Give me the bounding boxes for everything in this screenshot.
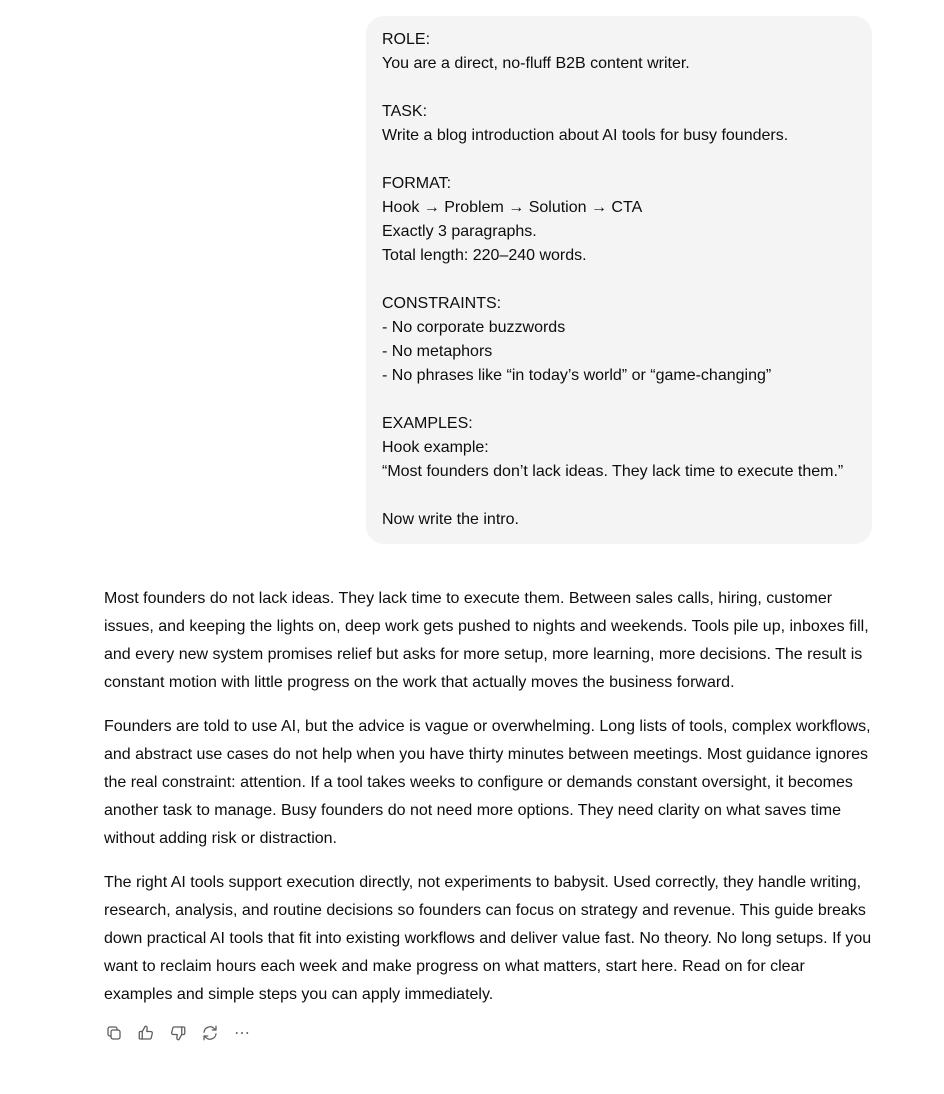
user-message-line: ROLE: xyxy=(382,31,431,48)
user-message-line: TASK: xyxy=(382,103,428,120)
copy-icon xyxy=(105,1024,123,1042)
user-message-line: Total length: 220–240 words. xyxy=(382,247,587,264)
thumbs-up-icon xyxy=(137,1024,155,1042)
user-message-line: Hook → Problem → Solution → CTA xyxy=(382,199,643,216)
assistant-paragraph: The right AI tools support execution directly, not experiments to babysit. Used correctly, they handle writing, research, analysis, and routine decisions so founders can focus on strategy and revenue. This guide breaks down practical AI tools that fit into existing workflows and deliver value fast. No theory. No long setups. If you want to reclaim hours each week and make progress on what matters, start here. Read on for clear examples and simple steps you can apply immediately. xyxy=(104,874,872,1003)
user-message-line xyxy=(382,484,856,508)
user-message-line: Now write the intro. xyxy=(382,511,519,528)
message-action-bar xyxy=(103,1022,253,1044)
regenerate-icon xyxy=(201,1024,219,1042)
user-message-line: You are a direct, no-fluff B2B content writer. xyxy=(382,55,690,72)
user-message-line: Write a blog introduction about AI tools for busy founders. xyxy=(382,127,789,144)
user-message-line: Hook example: xyxy=(382,439,489,456)
user-message-line xyxy=(382,388,856,412)
more-icon xyxy=(233,1024,251,1042)
assistant-paragraph: Founders are told to use AI, but the advice is vague or overwhelming. Long lists of tools, complex workflows, and abstract use cases do not help when you have thirty minutes between meetings. Most guidance ignores the real constraint: attention. If a tool takes weeks to configure or demands constant oversight, it becomes another task to manage. Busy founders do not need more options. They need clarity on what saves time without adding risk or distraction. xyxy=(104,718,871,847)
user-message-line: EXAMPLES: xyxy=(382,415,473,432)
thumbs-up-button[interactable] xyxy=(135,1022,157,1044)
assistant-message xyxy=(104,585,876,1025)
user-message-line: CONSTRAINTS: xyxy=(382,295,502,312)
thumbs-down-button[interactable] xyxy=(167,1022,189,1044)
assistant-paragraph: Most founders do not lack ideas. They lack time to execute them. Between sales calls, hiring, customer issues, and keeping the lights on, deep work gets pushed to nights and weekends. Tools pile up, inboxes fill, and every new system promises relief but asks for more setup, more learning, more decisions. The result is constant motion with little progress on the work that actually moves the business forward. xyxy=(104,590,869,691)
more-options-button[interactable] xyxy=(231,1022,253,1044)
user-message-line: - No corporate buzzwords xyxy=(382,319,566,336)
user-message-line: - No metaphors xyxy=(382,343,493,360)
copy-button[interactable] xyxy=(103,1022,125,1044)
regenerate-button[interactable] xyxy=(199,1022,221,1044)
user-message-line: Exactly 3 paragraphs. xyxy=(382,223,537,240)
user-message-line xyxy=(382,76,856,100)
user-message-bubble xyxy=(366,16,872,544)
thumbs-down-icon xyxy=(169,1024,187,1042)
user-message-line xyxy=(382,268,856,292)
user-message-line: - No phrases like “in today’s world” or “game-changing” xyxy=(382,367,772,384)
user-message-line: “Most founders don’t lack ideas. They lack time to execute them.” xyxy=(382,463,844,480)
user-message-line: FORMAT: xyxy=(382,175,452,192)
user-message-line xyxy=(382,148,856,172)
